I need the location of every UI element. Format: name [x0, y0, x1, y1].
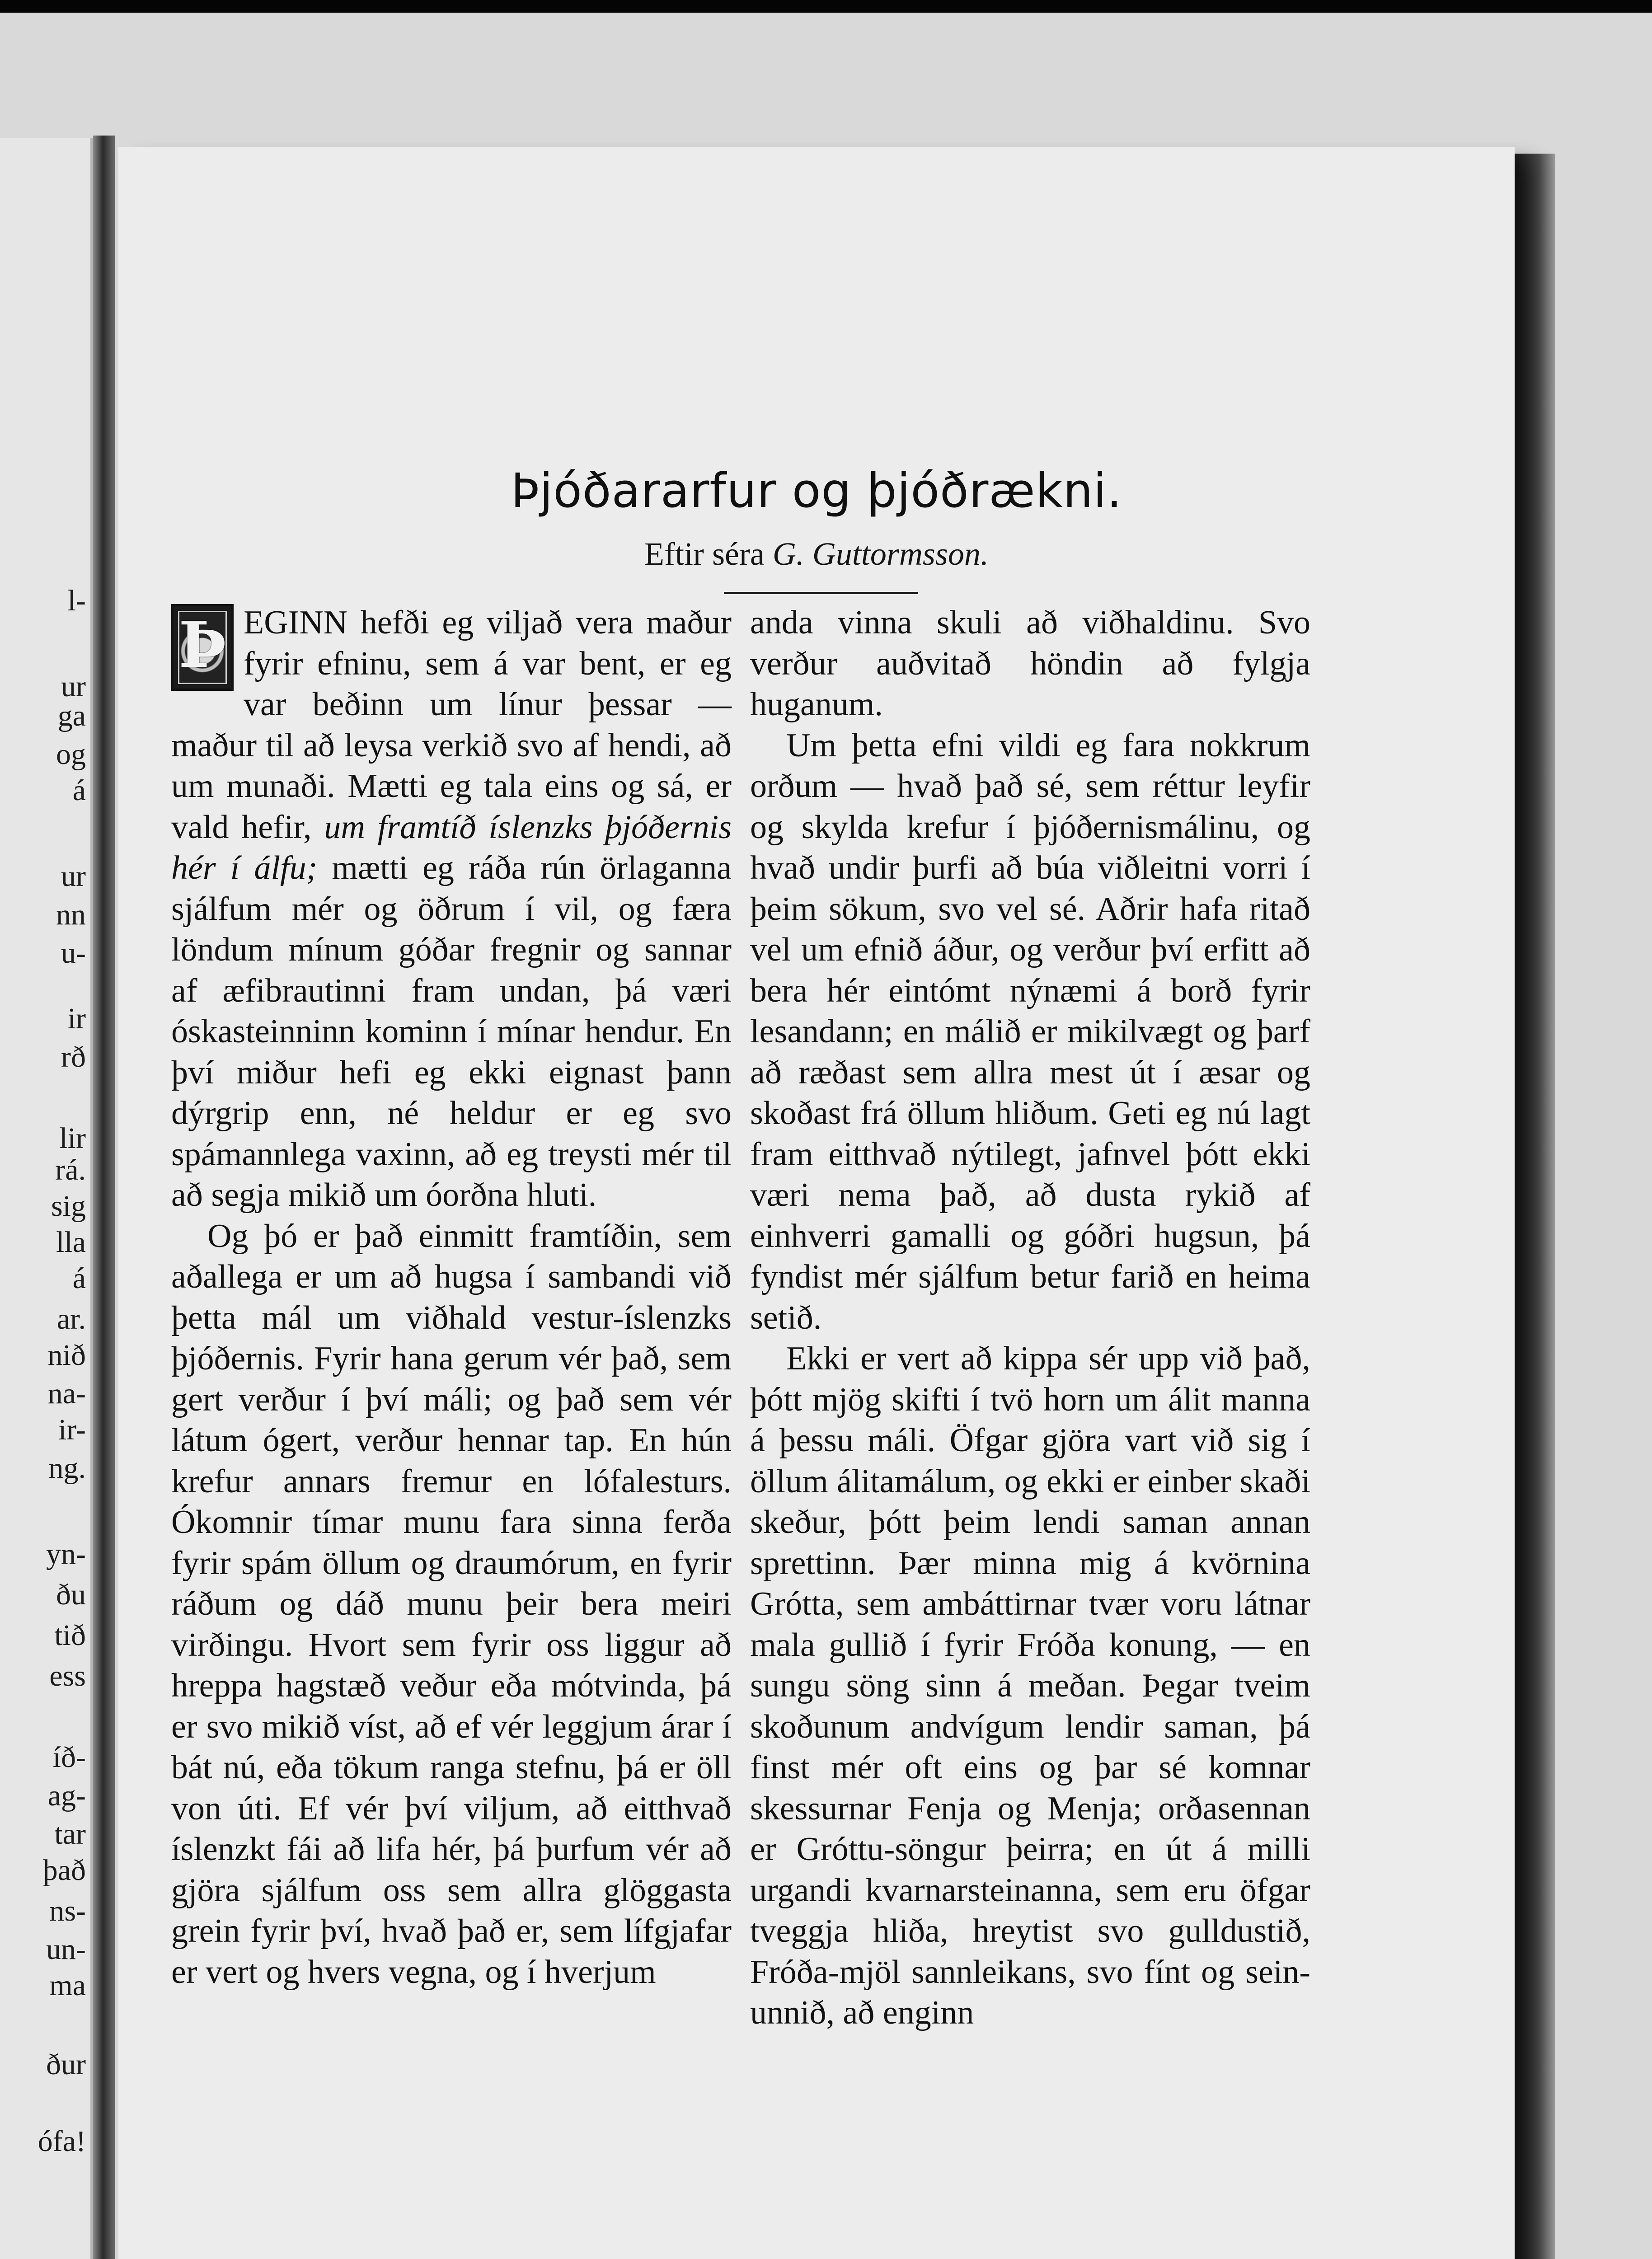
left-page-fragment: nn	[56, 898, 86, 931]
left-page-fragment: ur	[61, 860, 86, 893]
left-page-fragment: lla	[56, 1226, 86, 1259]
left-page-fragment: tar	[54, 1818, 86, 1851]
paragraph-3: anda vinna skuli að viðhaldinu. Svo verður auðvitað höndin að fylgja huganum.	[750, 604, 1310, 723]
left-page-fragment: á	[72, 774, 86, 807]
left-page-fragment: ðu	[56, 1578, 86, 1611]
left-page-fragment: ir-	[58, 1413, 86, 1446]
left-page-fragment: á	[72, 1262, 86, 1295]
left-page-fragment: það	[42, 1854, 86, 1887]
title-rule	[724, 592, 918, 594]
left-page-fragment: ður	[46, 2048, 86, 2081]
left-page-fragment: ag-	[47, 1779, 86, 1812]
left-page-fragment: ir	[67, 1002, 86, 1035]
paragraph-1-text-a: EGINN hefði eg viljað vera maður fyrir efninu, sem á var bent, er eg var beðinn um línur þessar — maður til að leysa verkið svo af hendi, að um munaði. Mætti eg tala eins og sá, er vald hefir,	[171, 604, 732, 846]
column-left	[171, 602, 732, 1992]
left-page-fragment: nið	[47, 1339, 86, 1372]
left-page-fragment: yn-	[46, 1537, 86, 1570]
left-page-fragment: lir	[59, 1122, 86, 1155]
paragraph-2: Og þó er það einmitt framtíðin, sem aðallega er um að hugsa í sambandi við þetta mál um viðhald vestur-íslenzks þjóðernis. Fyrir hana gerum vér það, sem gert verður í því máli; og það sem vér látum ógert, verður hennar tap. En hún krefur annars fremur en lófalesturs. Ókomnir tímar munu fara sinna ferða fyrir spám öllum og draumórum, en fyrir ráðum og dáð munu þeir bera meiri virðingu. Hvort sem fyrir oss liggur að hreppa hagstæð veður eða mótvinda, þá er svo mikið víst, að ef vér leggjum árar í bát nú, eða tökum ranga stefnu, þá er öll von úti. Ef vér því viljum, að eitthvað íslenzkt fái að lifa hér, þá þurfum vér að gjöra sjálfum oss sem allra glöggasta grein fyrir því, hvað það er, sem lífgjafar er vert og hvers vegna, og í hverjum	[171, 1217, 732, 1991]
left-page-fragment: ess	[49, 1659, 86, 1692]
column-right	[750, 602, 1310, 2034]
left-page-fragment: l-	[67, 584, 86, 617]
paragraph-1-italic: um framtíð íslenzks þjóðernis hér í álfu;	[171, 808, 732, 886]
drop-cap-letter: Þ	[178, 608, 226, 682]
left-page-fragment: ar.	[56, 1303, 86, 1336]
article-page	[118, 147, 1515, 2259]
left-page-fragment: ófa!	[38, 2125, 86, 2158]
left-page-fragment: og	[56, 738, 86, 771]
paragraph-4: Um þetta efni vildi eg fara nokkrum orðum — hvað það sé, sem réttur leyfir og skylda krefur í þjóðernismálinu, og hvað undir þurfi að búa viðleitni vorri í þeim sökum, svo vel sé. Aðrir hafa ritað vel um efnið áður, og verður því erfitt að bera hér eintómt nýnæmi á borð fyrir lesandann; en málið er mikilvægt og þarf að ræðast sem allra mest út í æsar og skoðast frá öllum hliðum. Geti eg nú lagt fram eitthvað nýtilegt, jafnvel þótt ekki væri nema það, að dusta rykið af einhverri gamalli og góðri hugsun, þá fyndist mér sjálfum betur farið en heima setið.	[750, 726, 1310, 1336]
left-page-fragment: un-	[46, 1933, 86, 1966]
left-page-fragment: na-	[47, 1377, 86, 1410]
left-page-fragment: íð-	[52, 1741, 86, 1774]
film-edge-top	[0, 0, 1652, 13]
page-shadow	[1515, 154, 1555, 2259]
left-page-fragment: u-	[61, 937, 86, 970]
article-title: Þjóðararfur og þjóðrækni.	[511, 463, 1122, 518]
left-page-fragment: ng.	[48, 1452, 86, 1485]
left-page-fragment: rð	[61, 1040, 86, 1073]
page-gutter	[93, 136, 115, 2259]
paragraph-1	[171, 602, 732, 1216]
drop-cap-ornament	[171, 604, 234, 691]
left-page-fragment: ga	[57, 699, 86, 732]
left-page-fragment: tið	[54, 1619, 86, 1652]
byline-author: G. Guttormsson.	[772, 536, 989, 572]
left-page-fragment: ur	[61, 670, 86, 703]
left-page-fragment: rá.	[55, 1153, 86, 1186]
article-byline	[118, 535, 1515, 573]
byline-prefix: Eftir séra	[644, 536, 773, 572]
paragraph-5: Ekki er vert að kippa sér upp við það, þótt mjög skifti í tvö horn um álit manna á þessu máli. Öfgar gjöra vart við sig í öllum álitamálum, og ekki er einber skaði skeður, þótt þeim lendi saman annan sprettinn. Þær minna mig á kvörnina Grótta, sem ambáttirnar tvær voru látnar mala gullið í fyrir Fróða konung, — en sungu söng sinn á meðan. Þegar tveim skoðunum andvígum lendir saman, þá finst mér oft eins og þar sé komnar skessurnar Fenja og Menja; orðasennan er Gróttu-söngur þeirra; en út á milli urgandi kvarnarsteinanna, sem eru öfgar tveggja hliða, hreytist svo gulldustið, Fróða-mjöl sannleikans, svo fínt og sein-unnið, að enginn	[750, 1340, 1310, 2031]
left-page-fragment: sig	[51, 1190, 86, 1223]
left-page-fragment: ma	[49, 1969, 86, 2002]
paragraph-1-text-b: mætti eg ráða rún örlaganna sjálfum mér og öðrum í vil, og færa löndum mínum góðar fregnir og sannar af æfibrautinni fram undan, þá væri óskasteinninn kominn í mínar hendur. En því miður hefi eg ekki eignast þann dýrgrip enn, né heldur er eg svo spámannlega vaxinn, að eg treysti mér til að segja mikið um óorðna hluti.	[171, 849, 732, 1214]
left-page-fragment: ns-	[49, 1894, 86, 1927]
